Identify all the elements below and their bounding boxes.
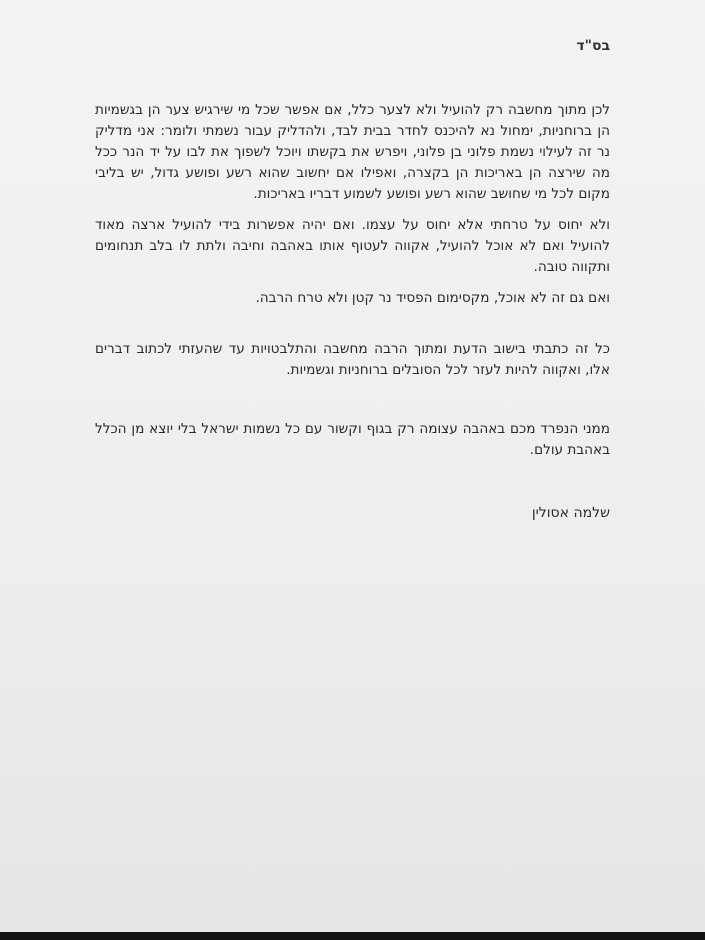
header-mark: בס"ד bbox=[576, 38, 610, 54]
signature: שלמה אסולין bbox=[531, 505, 610, 521]
paragraph-1: לכן מתוך מחשבה רק להועיל ולא לצער כלל, אם אפשר שכל מי שירגיש צער הן בגשמיות הן ברוחניות, ימחול נא להיכנס לחדר בבית לבד, ולהדליק עבור נשמתי ולומר: אני מדליק נר זה לעילוי נשמת פלוני בן פלוני, ויפרש את בקשתו ויוכל לשפוך את לבו על יד הנר ככל מה שירצה הן באריכות הן בקצרה, ואפילו אם יחשוב שהוא רשע ופושע גדול, יש בליבי מקום לכל מי שחושב שהוא רשע ופושע לשמוע דבריו באריכות. bbox=[95, 102, 610, 202]
paragraph-2: ולא יחוס על טרחתי אלא יחוס על עצמו. ואם יהיה אפשרות בידי להועיל ארצה מאוד להועיל ואם לא אוכל להועיל, אקווה לעטוף אותו באהבה וחיבה ולתת לו בלב תנחומים ותקווה טובה. bbox=[95, 217, 610, 275]
letter-body bbox=[95, 100, 610, 524]
paragraph-3: ואם גם זה לא אוכל, מקסימום הפסיד נר קטן ולא טרח הרבה. bbox=[255, 290, 610, 306]
paragraph-4: כל זה כתבתי בישוב הדעת ומתוך הרבה מחשבה והתלבטויות עד שהעזתי לכתוב דברים אלו, ואקווה להיות לעזר לכל הסובלים ברוחניות וגשמיות. bbox=[95, 341, 610, 378]
paragraph-5: ממני הנפרד מכם באהבה עצומה רק בגוף וקשור עם כל נשמות ישראל בלי יוצא מן הכלל באהבת עולם. bbox=[95, 421, 610, 458]
bottom-edge bbox=[0, 932, 705, 940]
